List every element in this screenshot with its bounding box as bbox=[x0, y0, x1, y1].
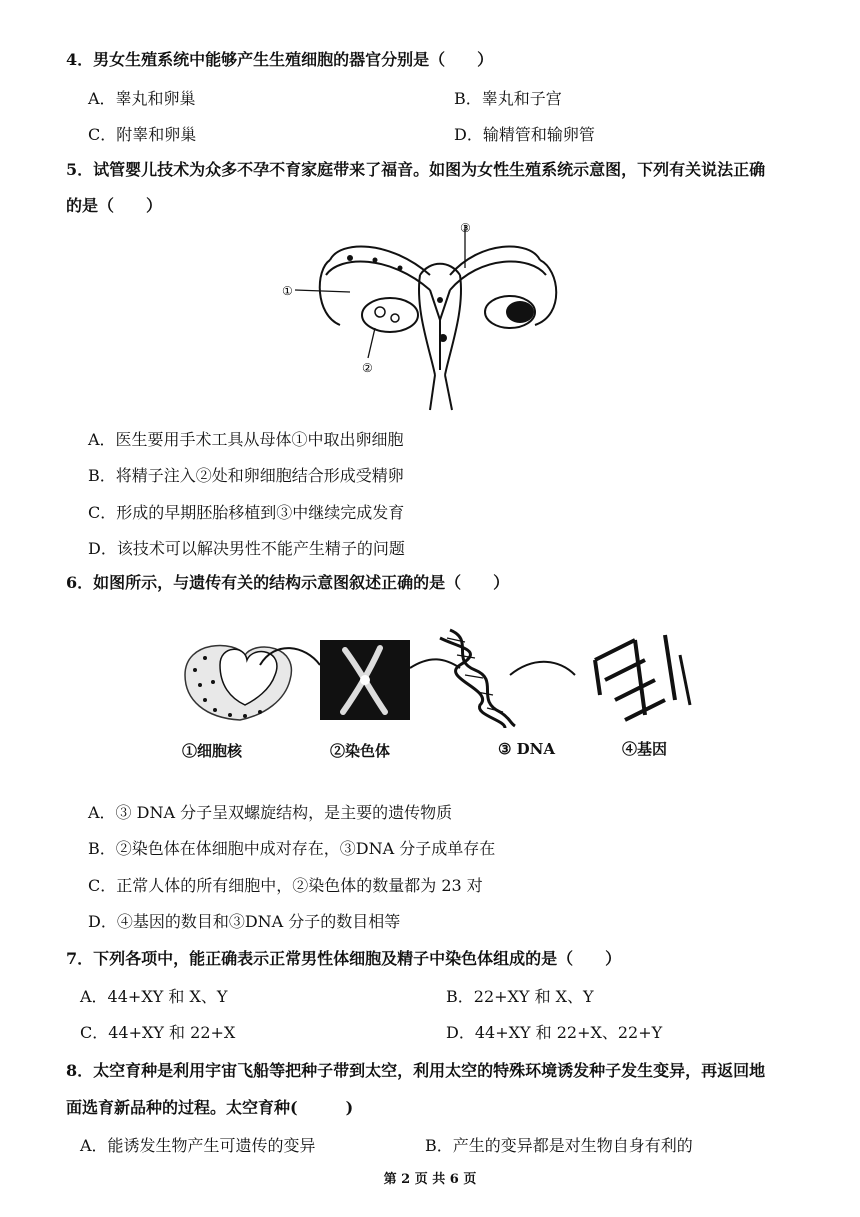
caption-nucleus: ①细胞核 bbox=[182, 742, 243, 760]
q7-stem: 7．下列各项中，能正确表示正常男性体细胞及精子中染色体组成的是（ ） bbox=[66, 949, 622, 968]
q4-option-a: A．睾丸和卵巢 bbox=[88, 89, 196, 108]
q5-stem-line1: 5．试管婴儿技术为众多不孕不育家庭带来了福音。如图为女性生殖系统示意图，下列有关说法正确 bbox=[66, 160, 766, 179]
q6-option-a: A．③ DNA 分子呈双螺旋结构，是主要的遗传物质 bbox=[88, 803, 453, 822]
q6-stem: 6．如图所示，与遗传有关的结构示意图叙述正确的是（ ） bbox=[66, 573, 510, 592]
q4-option-d: D．输精管和输卵管 bbox=[454, 125, 595, 144]
q6-option-b: B．②染色体在体细胞中成对存在，③DNA 分子成单存在 bbox=[88, 839, 496, 858]
q7-option-c: C．44+XY 和 22+X bbox=[80, 1023, 236, 1042]
caption-gene: ④基因 bbox=[622, 740, 668, 758]
q5-option-c: C．形成的早期胚胎移植到③中继续完成发育 bbox=[88, 503, 405, 522]
cell-nucleus-illustration bbox=[185, 645, 291, 720]
q6-option-d: D．④基因的数目和③DNA 分子的数目相等 bbox=[88, 912, 401, 931]
female-reproductive-system-diagram bbox=[280, 220, 600, 415]
q5-option-b: B．将精子注入②处和卵细胞结合形成受精卵 bbox=[88, 466, 404, 485]
diagram-label-1: ① bbox=[282, 284, 293, 298]
q8-option-b: B．产生的变异都是对生物自身有利的 bbox=[425, 1136, 693, 1155]
q5-stem-line2: 的是（ ） bbox=[66, 196, 163, 215]
q7-option-a: A．44+XY 和 X、Y bbox=[80, 987, 228, 1006]
caption-chromosome: ②染色体 bbox=[330, 742, 391, 760]
caption-dna: ③ DNA bbox=[498, 740, 556, 758]
q4-option-c: C．附睾和卵巢 bbox=[88, 125, 197, 144]
q4-option-b: B．睾丸和子宫 bbox=[454, 89, 562, 108]
q5-option-d: D．该技术可以解决男性不能产生精子的问题 bbox=[88, 539, 405, 558]
genetic-structures-diagram bbox=[175, 620, 695, 730]
page-number: 第 2 页 共 6 页 bbox=[383, 1172, 477, 1187]
q8-stem-line2: 面选育新品种的过程。太空育种( ) bbox=[66, 1098, 354, 1117]
diagram-label-2: ② bbox=[362, 361, 373, 375]
q7-option-b: B．22+XY 和 X、Y bbox=[446, 987, 594, 1006]
diagram-label-3: ③ bbox=[460, 221, 471, 235]
q7-option-d: D．44+XY 和 22+X、22+Y bbox=[446, 1023, 663, 1042]
q4-stem: 4．男女生殖系统中能够产生生殖细胞的器官分别是（ ） bbox=[66, 50, 494, 69]
q6-option-c: C．正常人体的所有细胞中，②染色体的数量都为 23 对 bbox=[88, 876, 483, 895]
q5-option-a: A．医生要用手术工具从母体①中取出卵细胞 bbox=[88, 430, 404, 449]
q8-stem-line1: 8．太空育种是利用宇宙飞船等把种子带到太空，利用太空的特殊环境诱发种子发生变异，再返回地 bbox=[66, 1061, 766, 1080]
q8-option-a: A．能诱发生物产生可遗传的变异 bbox=[80, 1136, 316, 1155]
